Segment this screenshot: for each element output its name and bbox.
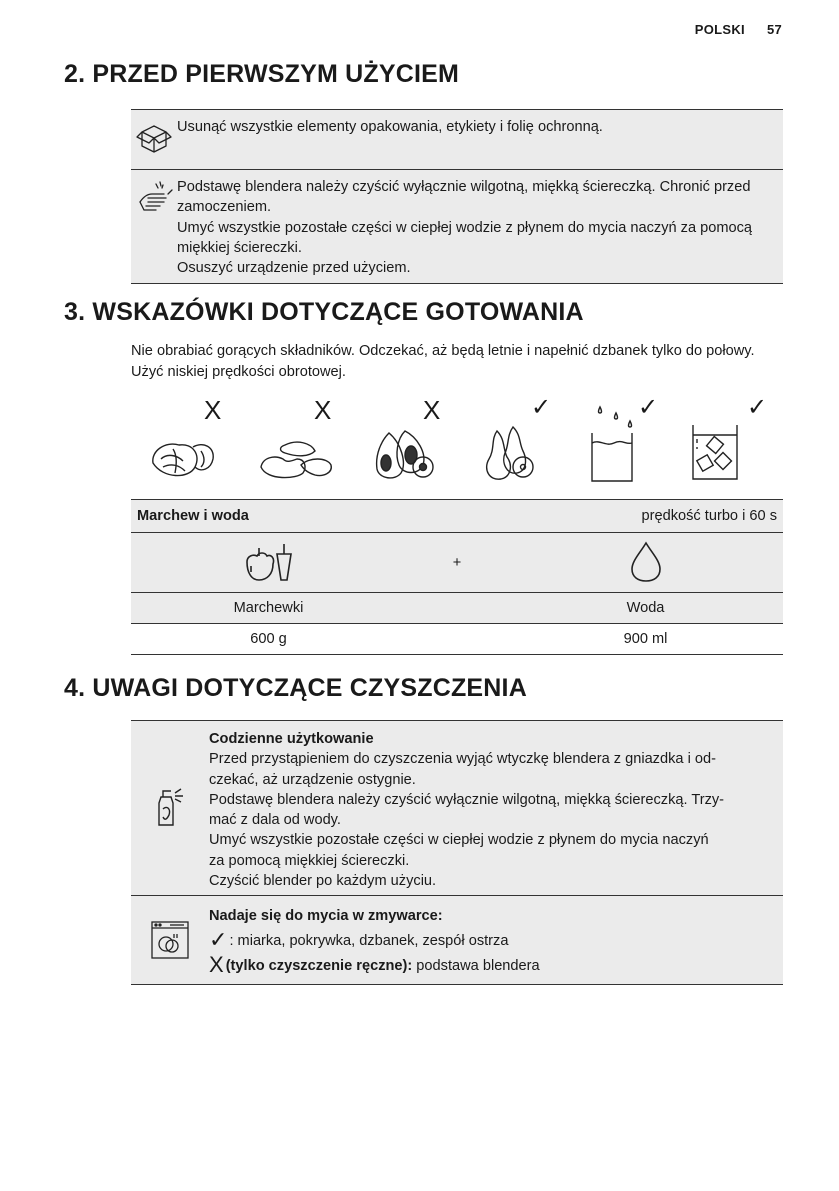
beans-icon (257, 437, 337, 481)
page-header (673, 22, 782, 37)
ice-cubes-icon (689, 423, 743, 483)
cleaning-text: czekać, aż urządzenie ostygnie. (209, 771, 416, 788)
cleaning-text: Przed przystąpieniem do czyszczenia wyjąć wtyczkę blendera z gniazdka i od- (209, 751, 716, 768)
dishwasher-heading: Nadaje się do mycia w zmywarce: (209, 908, 443, 924)
cleaning-spray-icon (131, 721, 209, 895)
recipe-table (131, 499, 783, 655)
check-mark-icon: ✓ (209, 927, 228, 952)
x-mark-icon: X (314, 395, 332, 425)
cleaning-text: Umyć wszystkie pozostałe części w ciepłej wodzie z płynem do mycia naczyń (209, 832, 709, 849)
ingredient-label: Woda (626, 600, 665, 616)
intro-text: Nie obrabiać gorących składników. Odczekać, aż będą letnie i napełnić dzbanek tylko do połowy. Użyć niskiej prędkości obrotowej. (131, 343, 755, 380)
info-text: Podstawę blendera należy czyścić wyłącznie wilgotną, miękką ściereczką. Chronić przed zamoczeniem. (177, 179, 751, 216)
ingredient-label-row (131, 593, 783, 624)
plus-sign: + (452, 554, 462, 571)
section-2-title: 2. PRZED PIERWSZYM UŻYCIEM (64, 60, 460, 88)
cleaning-text: mać z dala od wody. (209, 812, 341, 829)
dishwasher-safe-line (209, 928, 777, 953)
x-mark-icon: X (209, 952, 224, 977)
ingredient-amount: 600 g (250, 631, 287, 647)
recipe-speed: prędkość turbo i 60 s (641, 508, 777, 524)
ingredient-label: Marchewki (233, 600, 304, 616)
dishwasher-row (131, 896, 783, 985)
check-mark-icon: ✓ (747, 394, 768, 421)
recipe-header-row (131, 500, 783, 533)
recipe-name: Marchew i woda (137, 508, 249, 524)
food-suitability-strip (131, 395, 783, 495)
section-2-box (131, 109, 783, 284)
ingredient-amount: 900 ml (623, 631, 668, 647)
cleaning-text: Czyścić blender po każdym użyciu. (209, 873, 437, 890)
x-mark-icon: X (423, 395, 441, 425)
handwash-only-label: (tylko czyszczenie ręczne): (225, 958, 413, 974)
fruit-with-pits-icon (371, 425, 437, 483)
handwash-only-line (209, 953, 777, 978)
language-label: POLSKI (694, 22, 745, 37)
packaging-box-icon (131, 110, 177, 169)
cleaning-text: za pomocą miękkiej ściereczki. (209, 852, 410, 869)
ingredient-amount-row (131, 624, 783, 655)
x-mark-icon: X (204, 395, 222, 425)
cleaning-text: Podstawę blendera należy czyścić wyłącznie wilgotną, miękką ściereczką. Trzy- (209, 791, 725, 808)
check-mark-icon: ✓ (531, 394, 552, 421)
section-3-title: 3. WSKAZÓWKI DOTYCZĄCE GOTOWANIA (64, 298, 584, 326)
info-row (131, 110, 783, 170)
info-row (131, 170, 783, 284)
cleaning-heading: Codzienne użytkowanie (209, 731, 374, 747)
water-drop-icon (626, 539, 666, 583)
liquid-glass-icon (586, 403, 640, 483)
hand-cloth-icon (131, 170, 177, 283)
dishwasher-icon (131, 896, 209, 984)
page-number: 57 (766, 22, 782, 37)
info-text: Umyć wszystkie pozostałe części w ciepłej wodzie z płynem do mycia naczyń za pomocą miękkiej ściereczki. (177, 219, 753, 256)
info-text: Usunąć wszystkie elementy opakowania, etykiety i folię ochronną. (177, 119, 603, 135)
dishwasher-safe-text: : miarka, pokrywka, dzbanek, zespół ostrza (229, 933, 509, 949)
ingredient-icons-row (131, 533, 783, 593)
cleaning-row (131, 721, 783, 896)
section-4-box (131, 720, 783, 985)
carrot-pepper-icon (243, 540, 295, 582)
handwash-only-text: podstawa blendera (412, 958, 540, 974)
check-mark-icon: ✓ (638, 394, 659, 421)
info-text: Osuszyć urządzenie przed użyciem. (177, 260, 411, 277)
pear-fruit-icon (479, 423, 541, 483)
nuts-icon (149, 433, 221, 483)
section-4-title: 4. UWAGI DOTYCZĄCE CZYSZCZENIA (64, 674, 527, 702)
